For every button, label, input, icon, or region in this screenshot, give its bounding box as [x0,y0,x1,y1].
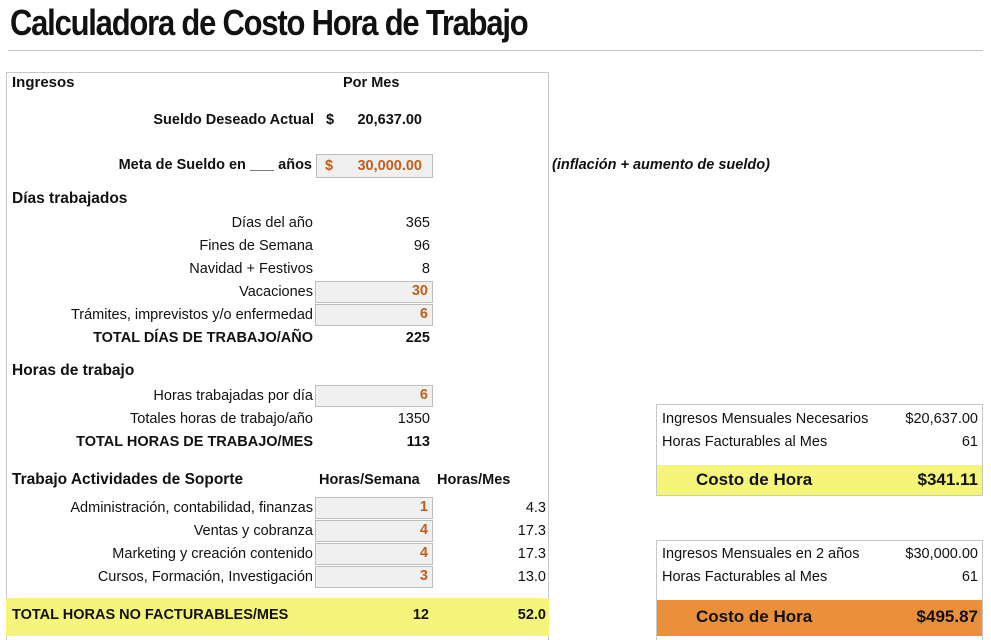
meta-sueldo-value: 30,000.00 [357,158,422,174]
costo-hora-actual-label: Costo de Hora [696,470,813,489]
resumen-futuro-horas-label: Horas Facturables al Mes [662,569,828,585]
total-dias-label: TOTAL DÍAS DE TRABAJO/AÑO [93,330,313,346]
sueldo-deseado-value: 20,637.00 [357,112,422,128]
soporte-semana-value: 3 [419,568,428,584]
meta-note: (inflación + aumento de sueldo) [552,157,770,173]
horas-anual-value: 1350 [397,411,430,427]
resumen-actual-ingresos-value: $20,637.00 [905,411,978,427]
soporte-mes-value: 17.3 [517,523,546,539]
soporte-semana-value: 4 [419,522,428,538]
costo-hora-actual-value: $341.11 [917,470,978,489]
column-header-horas-mes: Horas/Mes [437,472,511,488]
resumen-futuro-ingresos-value: $30,000.00 [905,546,978,562]
vacaciones-input[interactable] [315,281,433,303]
soporte-mes-value: 13.0 [517,569,546,585]
horas-mes-value: 113 [406,434,430,450]
horas-anual-label: Totales horas de trabajo/año [130,411,313,427]
section-header-dias: Días trabajados [12,190,128,207]
section-header-horas: Horas de trabajo [12,362,135,379]
column-header-horas-semana: Horas/Semana [319,472,420,488]
total-no-facturables-label: TOTAL HORAS NO FACTURABLES/MES [12,607,289,623]
horas-por-dia-input[interactable] [315,385,433,407]
total-no-facturables-semana: 12 [412,607,429,623]
dias-row-label: Días del año [231,215,313,231]
resumen-futuro-ingresos-label: Ingresos Mensuales en 2 años [662,546,860,562]
soporte-row-label: Cursos, Formación, Investigación [97,569,313,585]
resumen-actual-ingresos-label: Ingresos Mensuales Necesarios [662,411,869,427]
dias-row-label: Trámites, imprevistos y/o enfermedad [70,307,313,323]
meta-currency: $ [325,158,334,174]
soporte-semana-input[interactable] [315,520,433,542]
horas-por-dia-value: 6 [419,387,428,403]
page-title: Calculadora de Costo Hora de Trabajo [10,2,528,43]
sueldo-deseado-label: Sueldo Deseado Actual [153,112,314,128]
sueldo-currency: $ [326,112,335,128]
tramites-value: 6 [419,306,428,322]
vacaciones-value: 30 [411,283,428,299]
soporte-mes-value: 17.3 [517,546,546,562]
horas-por-dia-label: Horas trabajadas por día [153,388,313,404]
soporte-semana-input[interactable] [315,543,433,565]
section-header-ingresos: Ingresos [12,74,75,91]
dias-row-label: Fines de Semana [199,238,313,254]
total-no-facturables-mes: 52.0 [517,607,546,623]
meta-sueldo-input[interactable] [316,154,433,178]
resumen-futuro-horas-value: 61 [961,569,978,585]
costo-hora-futuro-value: $495.87 [916,607,978,626]
resumen-actual-horas-label: Horas Facturables al Mes [662,434,828,450]
dias-row-value: 365 [405,215,430,231]
horas-mes-label: TOTAL HORAS DE TRABAJO/MES [76,434,313,450]
column-header-por-mes: Por Mes [343,75,400,91]
soporte-mes-value: 4.3 [525,500,546,516]
section-header-soporte: Trabajo Actividades de Soporte [12,471,244,488]
meta-sueldo-label: Meta de Sueldo en ___ años [118,157,312,173]
total-dias-value: 225 [405,330,430,346]
soporte-semana-input[interactable] [315,497,433,519]
soporte-semana-input[interactable] [315,566,433,588]
dias-row-value: 96 [413,238,430,254]
costo-hora-futuro-label: Costo de Hora [696,607,813,626]
resumen-actual-horas-value: 61 [961,434,978,450]
soporte-semana-value: 1 [419,499,428,515]
soporte-row-label: Marketing y creación contenido [112,546,313,562]
soporte-semana-value: 4 [419,545,428,561]
dias-row-label: Navidad + Festivos [189,261,313,277]
title-divider [8,50,983,51]
dias-row-label: Vacaciones [239,284,313,300]
tramites-input[interactable] [315,304,433,326]
soporte-row-label: Ventas y cobranza [193,523,313,539]
soporte-row-label: Administración, contabilidad, finanzas [70,500,313,516]
dias-row-value: 8 [421,261,430,277]
